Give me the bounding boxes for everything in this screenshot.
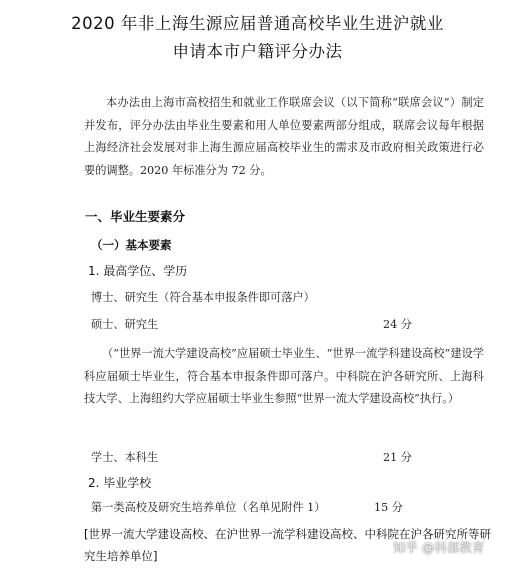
line-bachelor: 学士、本科生	[91, 451, 159, 464]
item-heading-degree: 1. 最高学位、学历	[88, 264, 188, 278]
bracket-paragraph: [世界一流大学建设高校、在沪世界一流学科建设高校、中科院在沪各研究所等研究生培养单位]	[84, 527, 491, 563]
watermark: 知乎 @科部教育	[393, 540, 485, 555]
intro-paragraph: 本办法由上海市高校招生和就业工作联席会议（以下简称“联席会议”）制定并发布，评分办法由毕业生要素和用人单位要素两部分组成，联席会议每年根据上海经济社会发展对非上海生源应届高校毕业生的需求及市政府相关政策进行必要的调整。2020 年标准分为 72 分。	[84, 96, 484, 177]
subsection-heading-basic-factors: （一）基本要素	[91, 238, 172, 252]
score-school-type-1: 15 分	[374, 501, 403, 514]
note-paragraph: （“世界一流大学建设高校”应届硕士毕业生、“世界一流学科建设高校”建设学科应届硕士毕业生，符合基本申报条件即可落户。中科院在沪各研究所、上海科技大学、上海纽约大学应届硕士毕业生参照“世界一流大学建设高校”执行。）	[84, 347, 484, 405]
score-master: 24 分	[383, 318, 412, 331]
line-doctor: 博士、研究生（符合基本申报条件即可落户）	[91, 291, 315, 304]
document-title-line-2: 申请本市户籍评分办法	[172, 42, 343, 61]
score-bachelor: 21 分	[383, 451, 412, 464]
document-title-line-1: 2020 年非上海生源应届普通高校毕业生进沪就业	[71, 14, 444, 33]
line-master: 硕士、研究生	[91, 318, 159, 331]
section-heading-graduate-factors: 一、毕业生要素分	[85, 209, 186, 224]
item-heading-school: 2. 毕业学校	[88, 476, 152, 490]
line-school-type-1: 第一类高校及研究生培养单位（名单见附件 1）	[91, 501, 326, 514]
